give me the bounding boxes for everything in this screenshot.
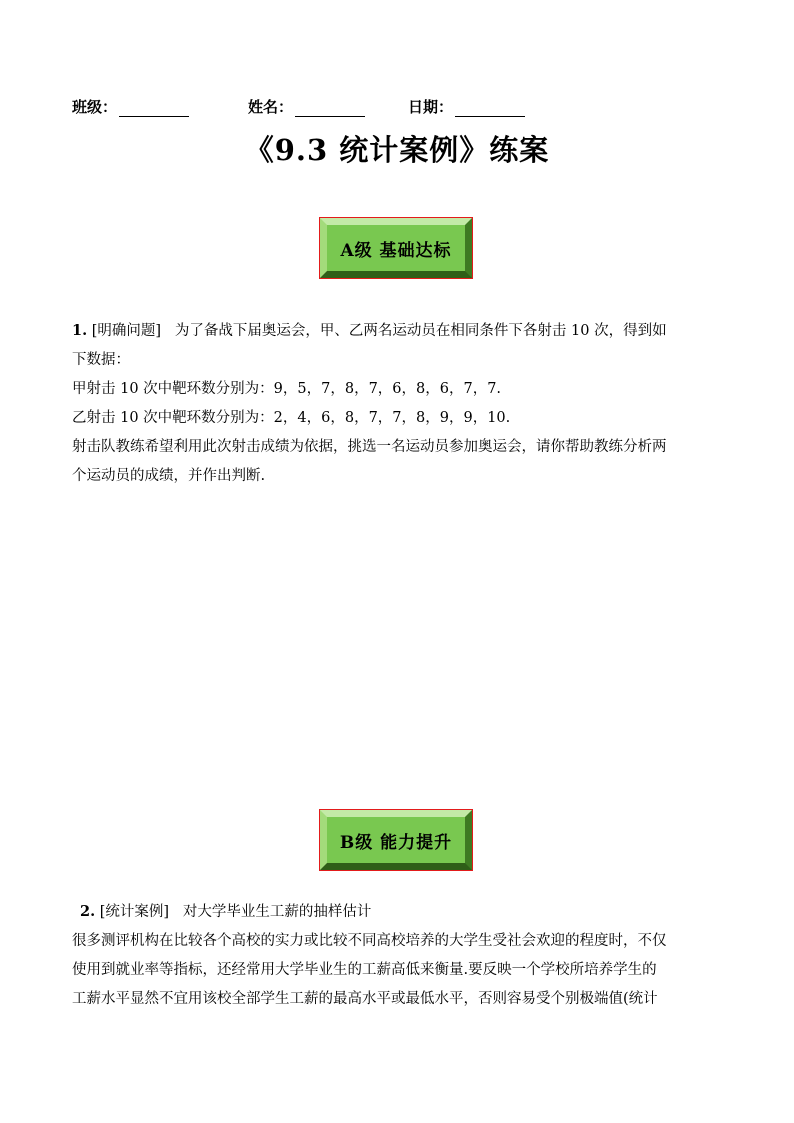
date-field bbox=[408, 96, 525, 117]
name-field bbox=[248, 96, 365, 117]
q2-line-2: 很多测评机构在比较各个高校的实力或比较不同高校培养的大学生受社会欢迎的程度时，不仅 bbox=[72, 933, 667, 949]
q1-line-5: 射击队教练希望利用此次射击成绩为依据，挑选一名运动员参加奥运会，请你帮助教练分析两 bbox=[72, 439, 667, 455]
q1-line-3: 甲射击 10 次中靶环数分别为：9，5，7，8，7，6，8，6，7，7. bbox=[72, 381, 502, 397]
level-a-banner bbox=[320, 218, 472, 278]
q1-line-1 bbox=[72, 316, 724, 346]
q2-line-3: 使用到就业率等指标，还经常用大学毕业生的工薪高低来衡量.要反映一个学校所培养学生的 bbox=[72, 962, 657, 978]
name-label: 姓名： bbox=[248, 98, 294, 116]
level-a-label: A级 基础达标 bbox=[340, 240, 452, 261]
level-b-banner bbox=[320, 810, 472, 870]
page-title: 《9.3 统计案例》练案 bbox=[244, 133, 550, 167]
q2-number: 2. bbox=[80, 903, 96, 920]
level-b-label: B级 能力提升 bbox=[339, 832, 453, 853]
q1-text-1: 为了备战下届奥运会，甲、乙两名运动员在相同条件下各射击 10 次，得到如 bbox=[174, 323, 667, 339]
class-blank[interactable] bbox=[119, 100, 189, 117]
q2-line-1 bbox=[72, 897, 724, 927]
date-label: 日期： bbox=[408, 98, 454, 116]
date-blank[interactable] bbox=[455, 100, 525, 117]
q2-tag: [统计案例] bbox=[99, 904, 170, 920]
class-field bbox=[72, 96, 189, 117]
class-label: 班级： bbox=[72, 98, 118, 116]
q1-line-2: 下数据： bbox=[72, 352, 130, 368]
question-1 bbox=[72, 316, 724, 491]
q1-line-6: 个运动员的成绩，并作出判断. bbox=[72, 468, 266, 484]
question-2 bbox=[72, 897, 724, 1014]
q1-number: 1. bbox=[72, 322, 88, 339]
q1-tag: [明确问题] bbox=[91, 323, 162, 339]
q2-heading: 对大学毕业生工薪的抽样估计 bbox=[182, 904, 372, 920]
q2-line-4: 工薪水平显然不宜用该校全部学生工薪的最高水平或最低水平，否则容易受个别极端值(统计 bbox=[72, 991, 658, 1007]
name-blank[interactable] bbox=[295, 100, 365, 117]
q1-line-4: 乙射击 10 次中靶环数分别为：2，4，6，8，7，7，8，9，9，10. bbox=[72, 410, 511, 426]
header-info-line bbox=[72, 96, 732, 118]
